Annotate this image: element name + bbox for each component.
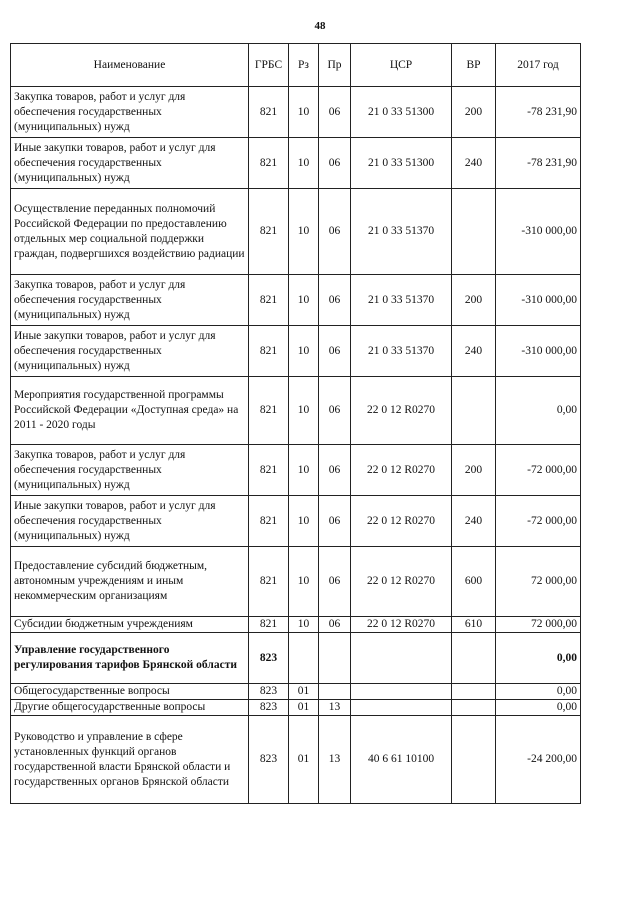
row-rz: 10	[289, 87, 319, 138]
row-vr	[452, 684, 496, 700]
row-name: Руководство и управление в сфере установленных функций органов государственной власти Брянской области и государственных органов Брянской области	[11, 716, 249, 804]
row-rz: 10	[289, 547, 319, 617]
row-pr: 06	[319, 496, 351, 547]
row-vr: 600	[452, 547, 496, 617]
row-grbs: 823	[249, 700, 289, 716]
row-pr: 13	[319, 700, 351, 716]
row-amount: -310 000,00	[496, 326, 581, 377]
row-amount: -310 000,00	[496, 275, 581, 326]
page-number: 48	[314, 20, 326, 32]
row-amount: -72 000,00	[496, 445, 581, 496]
table-row	[11, 189, 581, 275]
table-row	[11, 445, 581, 496]
row-name: Субсидии бюджетным учреждениям	[11, 617, 249, 633]
table-row	[11, 87, 581, 138]
row-grbs: 821	[249, 189, 289, 275]
row-rz: 10	[289, 377, 319, 445]
row-csr: 21 0 33 51300	[351, 138, 452, 189]
col-header-vr: ВР	[452, 44, 496, 87]
table-header-row	[11, 44, 581, 87]
row-rz: 01	[289, 684, 319, 700]
row-amount: 72 000,00	[496, 547, 581, 617]
row-vr	[452, 189, 496, 275]
row-rz: 10	[289, 326, 319, 377]
row-pr: 06	[319, 87, 351, 138]
row-vr: 240	[452, 496, 496, 547]
row-grbs: 821	[249, 87, 289, 138]
table-row	[11, 496, 581, 547]
col-header-name: Наименование	[11, 44, 249, 87]
row-vr: 610	[452, 617, 496, 633]
row-pr: 06	[319, 445, 351, 496]
row-name: Другие общегосударственные вопросы	[11, 700, 249, 716]
row-rz: 10	[289, 138, 319, 189]
row-vr	[452, 716, 496, 804]
row-rz: 10	[289, 445, 319, 496]
col-header-rz: Рз	[289, 44, 319, 87]
row-vr	[452, 377, 496, 445]
row-name: Управление государственного регулирования тарифов Брянской области	[11, 633, 249, 684]
row-csr: 40 6 61 10100	[351, 716, 452, 804]
row-vr: 200	[452, 275, 496, 326]
row-pr: 06	[319, 547, 351, 617]
row-csr: 21 0 33 51300	[351, 87, 452, 138]
table-row	[11, 700, 581, 716]
row-csr: 21 0 33 51370	[351, 189, 452, 275]
table-row	[11, 633, 581, 684]
row-name: Закупка товаров, работ и услуг для обеспечения государственных (муниципальных) нужд	[11, 87, 249, 138]
row-vr: 200	[452, 445, 496, 496]
row-grbs: 821	[249, 275, 289, 326]
row-amount: 0,00	[496, 377, 581, 445]
row-pr: 13	[319, 716, 351, 804]
table-row	[11, 275, 581, 326]
row-vr	[452, 633, 496, 684]
row-csr	[351, 633, 452, 684]
table-row	[11, 138, 581, 189]
table-row	[11, 326, 581, 377]
row-name: Предоставление субсидий бюджетным, автономным учреждениям и иным некоммерческим организациям	[11, 547, 249, 617]
row-rz: 10	[289, 617, 319, 633]
row-grbs: 821	[249, 547, 289, 617]
row-grbs: 823	[249, 684, 289, 700]
row-amount: -78 231,90	[496, 138, 581, 189]
row-amount: -310 000,00	[496, 189, 581, 275]
row-amount: -24 200,00	[496, 716, 581, 804]
row-name: Закупка товаров, работ и услуг для обеспечения государственных (муниципальных) нужд	[11, 275, 249, 326]
row-grbs: 821	[249, 326, 289, 377]
row-amount: 0,00	[496, 700, 581, 716]
row-csr: 22 0 12 R0270	[351, 547, 452, 617]
row-grbs: 821	[249, 138, 289, 189]
row-pr: 06	[319, 275, 351, 326]
row-rz: 01	[289, 700, 319, 716]
row-csr	[351, 700, 452, 716]
row-csr: 21 0 33 51370	[351, 275, 452, 326]
row-name: Иные закупки товаров, работ и услуг для обеспечения государственных (муниципальных) нужд	[11, 326, 249, 377]
table-row	[11, 716, 581, 804]
row-rz: 10	[289, 496, 319, 547]
row-pr: 06	[319, 377, 351, 445]
budget-table	[10, 43, 581, 804]
row-rz: 01	[289, 716, 319, 804]
row-csr: 21 0 33 51370	[351, 326, 452, 377]
row-rz	[289, 633, 319, 684]
row-pr	[319, 633, 351, 684]
row-csr: 22 0 12 R0270	[351, 377, 452, 445]
table-row	[11, 377, 581, 445]
col-header-amount: 2017 год	[496, 44, 581, 87]
row-grbs: 821	[249, 496, 289, 547]
row-vr: 240	[452, 326, 496, 377]
row-pr: 06	[319, 189, 351, 275]
row-name: Закупка товаров, работ и услуг для обеспечения государственных (муниципальных) нужд	[11, 445, 249, 496]
row-grbs: 821	[249, 617, 289, 633]
row-vr: 200	[452, 87, 496, 138]
row-pr: 06	[319, 326, 351, 377]
row-csr: 22 0 12 R0270	[351, 496, 452, 547]
row-amount: 0,00	[496, 684, 581, 700]
table-row	[11, 617, 581, 633]
row-csr: 22 0 12 R0270	[351, 617, 452, 633]
col-header-grbs: ГРБС	[249, 44, 289, 87]
row-pr: 06	[319, 138, 351, 189]
col-header-csr: ЦСР	[351, 44, 452, 87]
row-grbs: 821	[249, 377, 289, 445]
col-header-pr: Пр	[319, 44, 351, 87]
row-csr	[351, 684, 452, 700]
row-name: Иные закупки товаров, работ и услуг для обеспечения государственных (муниципальных) нужд	[11, 138, 249, 189]
row-csr: 22 0 12 R0270	[351, 445, 452, 496]
row-name: Мероприятия государственной программы Российской Федерации «Доступная среда» на 2011 - 2020 годы	[11, 377, 249, 445]
row-name: Иные закупки товаров, работ и услуг для обеспечения государственных (муниципальных) нужд	[11, 496, 249, 547]
row-amount: -72 000,00	[496, 496, 581, 547]
row-pr	[319, 684, 351, 700]
row-grbs: 823	[249, 633, 289, 684]
row-grbs: 823	[249, 716, 289, 804]
row-name: Общегосударственные вопросы	[11, 684, 249, 700]
row-amount: -78 231,90	[496, 87, 581, 138]
row-amount: 72 000,00	[496, 617, 581, 633]
row-grbs: 821	[249, 445, 289, 496]
row-pr: 06	[319, 617, 351, 633]
row-vr: 240	[452, 138, 496, 189]
table-row	[11, 684, 581, 700]
row-rz: 10	[289, 275, 319, 326]
row-name: Осуществление переданных полномочий Российской Федерации по предоставлению отдельных мер социальной поддержки граждан, подвергшихся воздействию радиации	[11, 189, 249, 275]
table-row	[11, 547, 581, 617]
row-vr	[452, 700, 496, 716]
row-rz: 10	[289, 189, 319, 275]
row-amount: 0,00	[496, 633, 581, 684]
